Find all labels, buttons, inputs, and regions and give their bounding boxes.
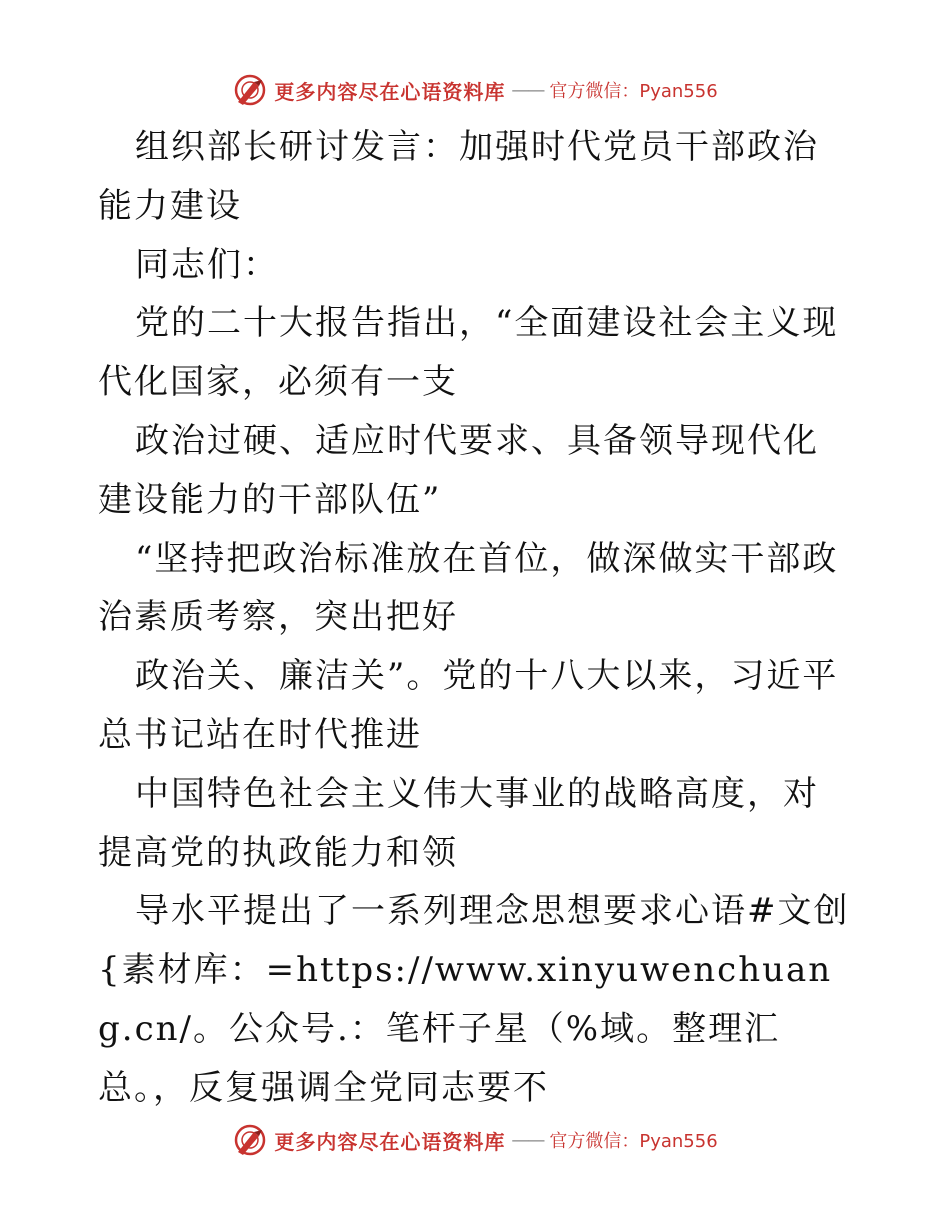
paragraph: 政治关、廉洁关”。党的十八大以来，习近平总书记站在时代推进 [98,656,839,755]
banner-brand-text: 更多内容尽在心语资料库 [274,79,506,104]
banner-wechat-text: 官方微信：Pyan556 [549,81,718,102]
document-body [98,118,852,1118]
pen-logo-icon [232,1122,268,1158]
paragraph: 政治过硬、适应时代要求、具备领导现代化建设能力的干部队伍” [98,420,819,520]
paragraph: 中国特色社会主义伟大事业的战略高度，对提高党的执政能力和领 [98,773,819,873]
pen-logo-icon [232,72,268,108]
paragraph: 导水平提出了一系列理念思想要求心语#文创{素材库：=https://www.xinyuwenchuang.cn/。公众号.：笔杆子星（%域。整理汇总。，反复强调全党同志要不 [98,891,850,1108]
paragraph: 党的二十大报告指出，“全面建设社会主义现代化国家，必须有一支 [98,303,839,403]
document-title: 组织部长研讨发言：加强时代党员干部政治能力建设 [98,127,819,226]
banner-brand-text: 更多内容尽在心语资料库 [274,1129,506,1154]
paragraph: “坚持把政治标准放在首位，做深做实干部政治素质考察，突出把好 [98,538,839,638]
footer-banner [0,1118,950,1162]
salutation: 同志们： [135,244,279,285]
banner-dash: —— [511,79,544,101]
header-banner [0,68,950,112]
banner-wechat-text: 官方微信：Pyan556 [549,1131,718,1152]
banner-dash: —— [511,1129,544,1151]
